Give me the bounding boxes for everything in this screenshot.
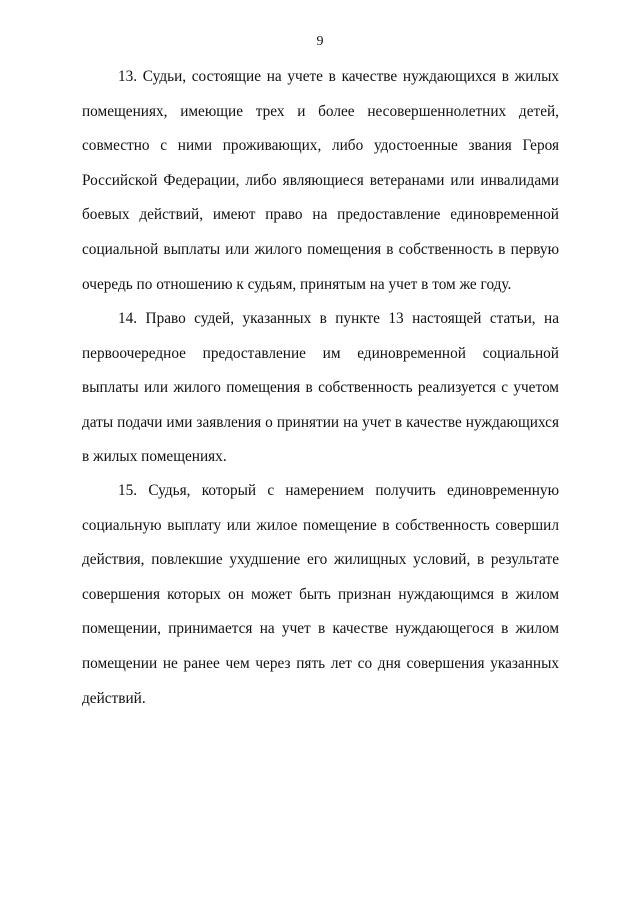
paragraph-14: 14. Право судей, указанных в пункте 13 настоящей статьи, на первоочередное предоставление им единовременной социальной выплаты или жилого помещения в собственность реализуется с учетом даты подачи ими заявления о принятии на учет в качестве нуждающихся в жилых помещениях.: [82, 310, 559, 466]
paragraph-13: 13. Судьи, состоящие на учете в качестве нуждающихся в жилых помещениях, имеющие трех и более несовершеннолетних детей, совместно с ними проживающих, либо удостоенные звания Героя Российской Федерации, либо являющиеся ветеранами или инвалидами боевых действий, имеют право на предоставление единовременной социальной выплаты или жилого помещения в собственность в первую очередь по отношению к судьям, принятым на учет в том же году.: [82, 68, 559, 293]
page-number: 9: [316, 34, 324, 49]
paragraph-15: 15. Судья, который с намерением получить единовременную социальную выплату или жилое помещение в собственность совершил действия, повлекшие ухудшение его жилищных условий, в результате совершения которых он может быть признан нуждающимся в жилом помещении, принимается на учет в качестве нуждающегося в жилом помещении не ранее чем через пять лет со дня совершения указанных действий.: [82, 482, 559, 707]
